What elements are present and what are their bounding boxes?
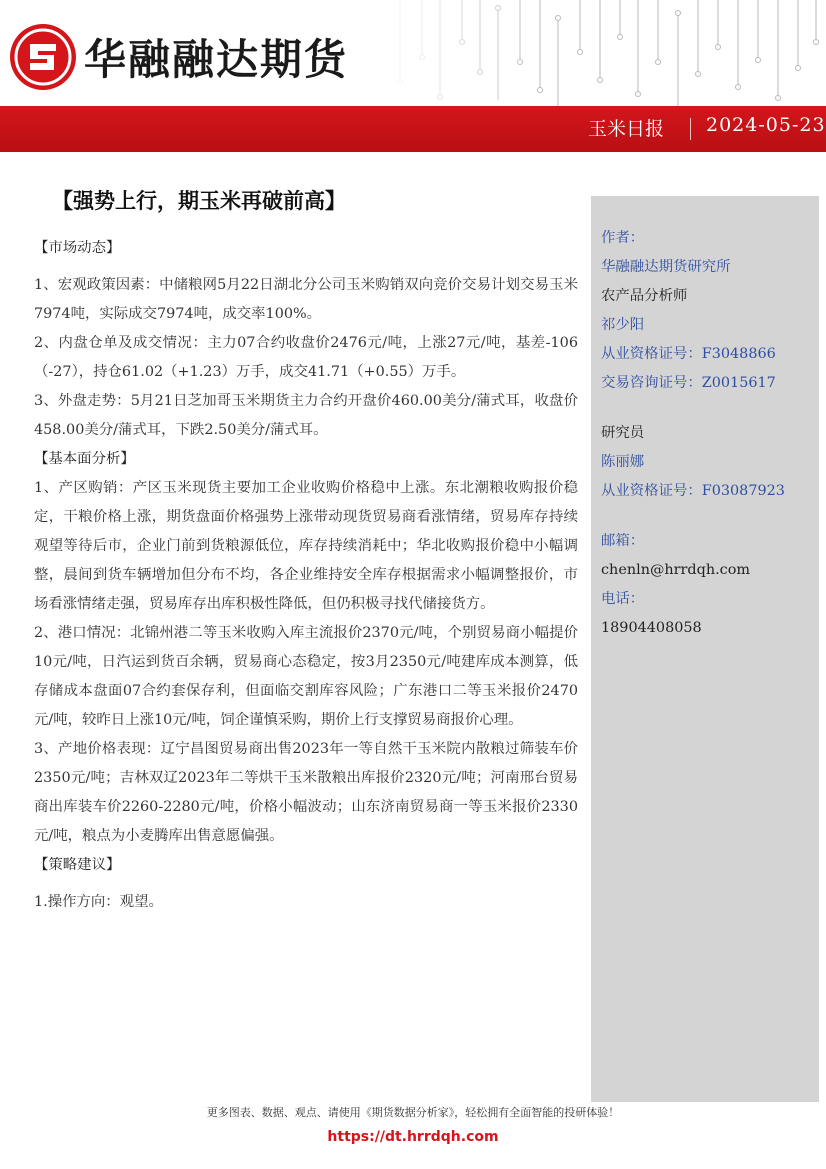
section-title-strategy: 【策略建议】 bbox=[34, 857, 121, 873]
paragraph: 3、产地价格表现：辽宁昌图贸易商出售2023年一等自然干玉米院内散粮过筛装车价2350元/吨；吉林双辽2023年二等烘干玉米散粮出库报价2320元/吨；河南邢台贸易商出库装车价2260-2280元/吨，价格小幅波动；山东济南贸易商一等玉米报价2330元/吨，粮点为小麦腾库出售意愿偏强。 bbox=[34, 741, 578, 844]
company-name: 华融融达期货 bbox=[84, 35, 349, 84]
institute-name: 华融融达期货研究所 bbox=[601, 259, 731, 275]
analyst-consult-cert: 交易咨询证号：Z0015617 bbox=[601, 375, 776, 391]
analyst-title: 农产品分析师 bbox=[601, 288, 688, 304]
analyst-cert: 从业资格证号：F3048866 bbox=[601, 346, 776, 362]
paragraph: 1、宏观政策因素：中储粮网5月22日湖北分公司玉米购销双向竞价交易计划交易玉米7974吨，实际成交7974吨，成交率100%。 bbox=[34, 277, 578, 322]
email-value[interactable]: chenln@hrrdqh.com bbox=[601, 562, 751, 578]
email-label: 邮箱： bbox=[601, 533, 645, 549]
phone-label: 电话： bbox=[601, 591, 645, 607]
decorative-line-pattern bbox=[380, 0, 826, 106]
section-title-fundamental: 【基本面分析】 bbox=[34, 451, 135, 467]
title-band bbox=[0, 106, 826, 152]
author-label: 作者： bbox=[601, 230, 645, 246]
phone-value: 18904408058 bbox=[601, 620, 702, 636]
band-divider bbox=[690, 118, 691, 140]
analyst-name: 祁少阳 bbox=[601, 317, 645, 333]
paragraph: 2、内盘仓单及成交情况：主力07合约收盘价2476元/吨，上涨27元/吨，基差-106（-27），持仓61.02（+1.23）万手，成交41.71（+0.55）万手。 bbox=[34, 335, 578, 380]
company-logo-icon bbox=[8, 22, 78, 92]
header-banner bbox=[0, 0, 826, 106]
paragraph: 2、港口情况：北锦州港二等玉米收购入库主流报价2370元/吨，个别贸易商小幅提价10元/吨，日汽运到货百余辆，贸易商心态稳定，按3月2350元/吨建库成本测算，低存储成本盘面07合约套保存利，但面临交割库容风险；广东港口二等玉米报价2470元/吨，较昨日上涨10元/吨，饲企谨慎采购，期价上行支撑贸易商报价心理。 bbox=[34, 625, 578, 728]
section-title-market: 【市场动态】 bbox=[34, 240, 121, 256]
footer-note: 更多图表、数据、观点、请使用《期货数据分析家》，轻松拥有全面智能的投研体验！ bbox=[206, 1106, 620, 1119]
headline: 【强势上行，期玉米再破前高】 bbox=[52, 188, 346, 213]
paragraph: 1.操作方向：观望。 bbox=[34, 894, 163, 910]
report-type: 玉米日报 bbox=[587, 118, 664, 140]
paragraph: 1、产区购销：产区玉米现货主要加工企业收购价格稳中上涨。东北潮粮收购报价稳定，干粮价格上涨，期货盘面价格强势上涨带动现货贸易商看涨情绪，贸易库存持续观望等待后市，企业门前到货粮源低位，库存持续消耗中；华北收购报价稳中小幅调整，晨间到货车辆增加但分布不均，各企业维持安全库存根据需求小幅调整报价，市场看涨情绪走强，贸易库存出库积极性降低，但仍积极寻找代储接货方。 bbox=[34, 480, 578, 612]
paragraph: 3、外盘走势：5月21日芝加哥玉米期货主力合约开盘价460.00美分/蒲式耳，收盘价458.00美分/蒲式耳，下跌2.50美分/蒲式耳。 bbox=[34, 393, 578, 438]
footer-link[interactable]: https://dt.hrrdqh.com bbox=[327, 1129, 499, 1145]
author-info bbox=[601, 224, 823, 643]
researcher-cert: 从业资格证号：F03087923 bbox=[601, 483, 785, 499]
researcher-name: 陈丽娜 bbox=[601, 454, 645, 470]
main-content bbox=[34, 234, 578, 917]
report-date: 2024-05-23 bbox=[706, 114, 826, 136]
researcher-title: 研究员 bbox=[601, 425, 645, 441]
